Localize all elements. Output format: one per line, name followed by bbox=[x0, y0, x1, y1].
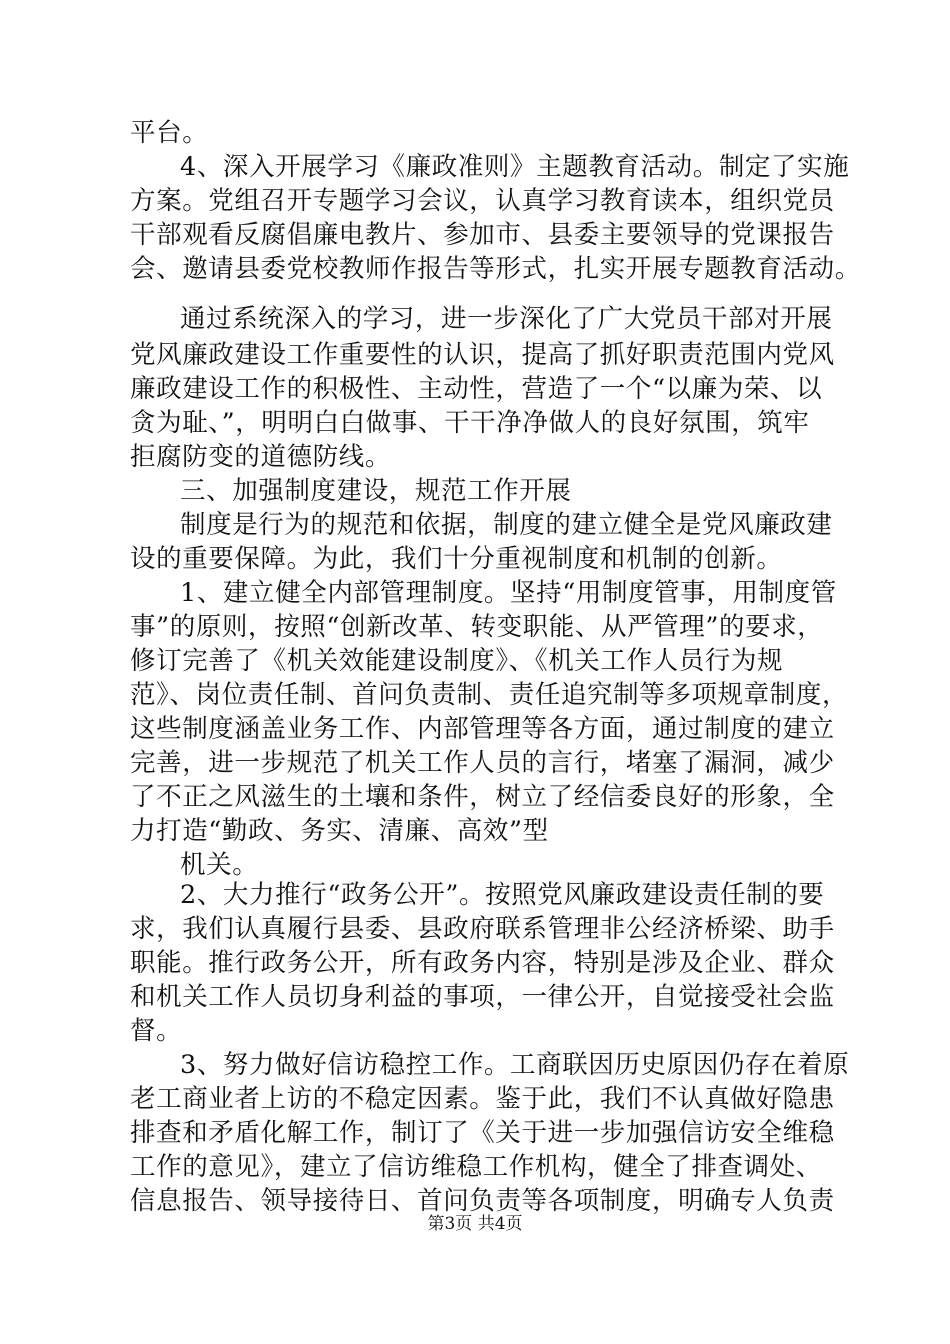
text-line: 老工商业者上访的不稳定因素。鉴于此，我们不认真做好隐患 bbox=[130, 1084, 835, 1114]
text-line: 和机关工作人员切身利益的事项，一律公开，自觉接受社会监 bbox=[130, 982, 835, 1012]
text-line: 干部观看反腐倡廉电教片、参加市、县委主要领导的党课报告 bbox=[130, 220, 835, 250]
page-number: 第3页 共4页 bbox=[427, 1214, 523, 1234]
text-line: 会、邀请县委党校教师作报告等形式，扎实开展专题教育活动。 bbox=[130, 254, 861, 284]
text-line: 求，我们认真履行县委、县政府联系管理非公经济桥梁、助手 bbox=[130, 914, 835, 944]
text-line: 工作的意见》，建立了信访维稳工作机构，健全了排查调处、 bbox=[130, 1152, 822, 1182]
text-line: 范》、岗位责任制、首问负责制、责任追究制等多项规章制度， bbox=[130, 680, 849, 710]
text-line: 督。 bbox=[130, 1016, 183, 1046]
text-line: 制度是行为的规范和依据，制度的建立健全是党风廉政建 bbox=[180, 510, 833, 540]
text-line: 排查和矛盾化解工作，制订了《关于进一步加强信访安全维稳 bbox=[130, 1118, 835, 1148]
text-line: 1、建立健全内部管理制度。坚持“用制度管事，用制度管 bbox=[180, 578, 837, 608]
text-line: 廉政建设工作的积极性、主动性，营造了一个“以廉为荣、以 bbox=[130, 374, 823, 404]
text-line: 拒腐防变的道德防线。 bbox=[130, 442, 392, 472]
text-line: 信息报告、领导接待日、首问负责等各项制度，明确专人负责 bbox=[130, 1186, 835, 1216]
text-line: 3、努力做好信访稳控工作。工商联因历史原因仍存在着原 bbox=[180, 1050, 850, 1080]
text-line: 职能。推行政务公开，所有政务内容，特别是涉及企业、群众 bbox=[130, 948, 835, 978]
text-line: 贪为耻、”，明明白白做事、干干净净做人的良好氛围，筑牢 bbox=[130, 408, 810, 438]
text-line: 2、大力推行“政务公开”。按照党风廉政建设责任制的要 bbox=[180, 880, 825, 910]
text-line: 4、深入开展学习《廉政准则》主题教育活动。制定了实施 bbox=[180, 152, 850, 182]
text-line: 了不正之风滋生的土壤和条件，树立了经信委良好的形象，全 bbox=[130, 782, 835, 812]
text-line: 平台。 bbox=[130, 118, 209, 148]
text-line: 设的重要保障。为此，我们十分重视制度和机制的创新。 bbox=[130, 544, 783, 574]
text-line: 修订完善了《机关效能建设制度》、《机关工作人员行为规 bbox=[130, 646, 784, 676]
text-line: 力打造“勤政、务实、清廉、高效”型 bbox=[130, 816, 549, 846]
text-line: 党风廉政建设工作重要性的认识，提高了抓好职责范围内党风 bbox=[130, 340, 835, 370]
text-line: 这些制度涵盖业务工作、内部管理等各方面，通过制度的建立 bbox=[130, 714, 835, 744]
text-line: 通过系统深入的学习，进一步深化了广大党员干部对开展 bbox=[180, 304, 833, 334]
text-line: 方案。党组召开专题学习会议，认真学习教育读本，组织党员 bbox=[130, 186, 835, 216]
text-line: 机关。 bbox=[180, 850, 259, 880]
section-heading: 三、加强制度建设，规范工作开展 bbox=[180, 476, 572, 506]
text-line: 事”的原则，按照“创新改革、转变职能、从严管理”的要求， bbox=[130, 612, 824, 642]
text-line: 完善，进一步规范了机关工作人员的言行，堵塞了漏洞，减少 bbox=[130, 748, 835, 778]
